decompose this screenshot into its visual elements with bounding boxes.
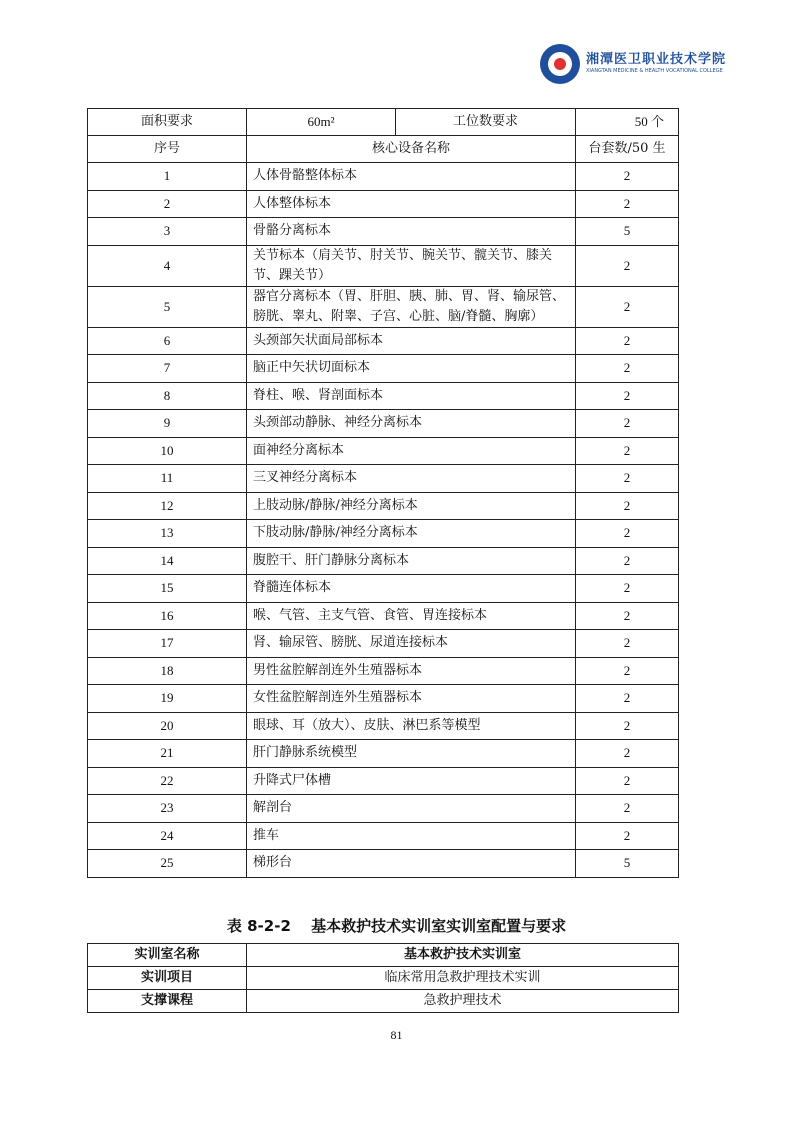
row-number: 7 (88, 355, 247, 383)
equipment-name: 升降式尸体槽 (247, 767, 576, 795)
table-row (88, 355, 679, 383)
table-row (88, 657, 679, 685)
logo-chinese-name: 湘潭医卫职业技术学院 (586, 52, 727, 67)
equipment-quantity: 2 (576, 355, 679, 383)
equipment-quantity: 2 (576, 520, 679, 548)
equipment-name: 三叉神经分离标本 (247, 465, 576, 493)
info-row (88, 990, 679, 1013)
equipment-name: 上肢动脉/静脉/神经分离标本 (247, 492, 576, 520)
equipment-quantity: 2 (576, 630, 679, 658)
equipment-name: 器官分离标本（胃、肝胆、胰、肺、胃、肾、输尿管、膀胱、睾丸、附睾、子宫、心脏、脑/脊髓、胸廓） (247, 286, 576, 327)
row-number: 13 (88, 520, 247, 548)
info-label: 支撑课程 (88, 990, 247, 1013)
lab-info-table (87, 943, 679, 1013)
row-number: 10 (88, 437, 247, 465)
table-row (88, 410, 679, 438)
header-row (88, 136, 679, 163)
table-caption: 表 8-2-2 基本救护技术实训室实训室配置与要求 (226, 917, 567, 935)
equipment-name: 下肢动脉/静脉/神经分离标本 (247, 520, 576, 548)
table-row (88, 382, 679, 410)
equipment-name: 脊髓连体标本 (247, 575, 576, 603)
col-header-name: 核心设备名称 (247, 136, 576, 163)
row-number: 23 (88, 795, 247, 823)
equipment-quantity: 2 (576, 286, 679, 327)
equipment-name: 梯形台 (247, 850, 576, 878)
info-label: 实训室名称 (88, 944, 247, 967)
equipment-name: 解剖台 (247, 795, 576, 823)
row-number: 20 (88, 712, 247, 740)
row-number: 21 (88, 740, 247, 768)
table-row (88, 712, 679, 740)
equipment-name: 腹腔干、肝门静脉分离标本 (247, 547, 576, 575)
row-number: 17 (88, 630, 247, 658)
equipment-name: 推车 (247, 822, 576, 850)
row-number: 4 (88, 245, 247, 286)
col-header-qty: 台套数/50 生 (576, 136, 679, 163)
equipment-quantity: 2 (576, 163, 679, 191)
row-number: 18 (88, 657, 247, 685)
equipment-quantity: 2 (576, 410, 679, 438)
row-number: 16 (88, 602, 247, 630)
equipment-quantity: 2 (576, 437, 679, 465)
equipment-name: 人体整体标本 (247, 190, 576, 218)
equipment-table (87, 108, 679, 878)
equipment-quantity: 2 (576, 602, 679, 630)
area-row (88, 109, 679, 136)
info-label: 实训项目 (88, 967, 247, 990)
row-number: 19 (88, 685, 247, 713)
table-row (88, 602, 679, 630)
info-value: 基本救护技术实训室 (247, 944, 679, 967)
equipment-quantity: 2 (576, 190, 679, 218)
page-number: 81 (390, 1028, 403, 1042)
row-number: 1 (88, 163, 247, 191)
table-row (88, 327, 679, 355)
row-number: 22 (88, 767, 247, 795)
college-logo (540, 44, 727, 88)
row-number: 8 (88, 382, 247, 410)
equipment-name: 面神经分离标本 (247, 437, 576, 465)
equipment-quantity: 2 (576, 795, 679, 823)
row-number: 11 (88, 465, 247, 493)
info-row (88, 967, 679, 990)
row-number: 5 (88, 286, 247, 327)
equipment-name: 头颈部矢状面局部标本 (247, 327, 576, 355)
row-number: 6 (88, 327, 247, 355)
area-value: 60m² (247, 109, 396, 136)
stations-label: 工位数要求 (396, 109, 576, 136)
row-number: 3 (88, 218, 247, 246)
equipment-name: 关节标本（肩关节、肘关节、腕关节、髋关节、膝关节、踝关节） (247, 245, 576, 286)
info-row (88, 944, 679, 967)
equipment-name: 女性盆腔解剖连外生殖器标本 (247, 685, 576, 713)
equipment-name: 人体骨骼整体标本 (247, 163, 576, 191)
table-row (88, 795, 679, 823)
equipment-quantity: 2 (576, 740, 679, 768)
table-row (88, 822, 679, 850)
equipment-quantity: 2 (576, 547, 679, 575)
equipment-quantity: 2 (576, 712, 679, 740)
table-row (88, 767, 679, 795)
row-number: 15 (88, 575, 247, 603)
table-row (88, 520, 679, 548)
table-row (88, 437, 679, 465)
equipment-quantity: 2 (576, 575, 679, 603)
info-value: 急救护理技术 (247, 990, 679, 1013)
table-row (88, 245, 679, 286)
table-row (88, 630, 679, 658)
equipment-quantity: 2 (576, 327, 679, 355)
equipment-quantity: 2 (576, 685, 679, 713)
table-row (88, 547, 679, 575)
row-number: 2 (88, 190, 247, 218)
equipment-quantity: 2 (576, 382, 679, 410)
col-header-no: 序号 (88, 136, 247, 163)
equipment-name: 眼球、耳（放大）、皮肤、淋巴系等模型 (247, 712, 576, 740)
equipment-name: 肾、输尿管、膀胱、尿道连接标本 (247, 630, 576, 658)
table-row (88, 465, 679, 493)
row-number: 25 (88, 850, 247, 878)
equipment-name: 脊柱、喉、肾剖面标本 (247, 382, 576, 410)
table-row (88, 163, 679, 191)
equipment-quantity: 2 (576, 767, 679, 795)
logo-english-name: XIANGTAN MEDICINE & HEALTH VOCATIONAL COLLEGE (586, 68, 723, 74)
equipment-name: 男性盆腔解剖连外生殖器标本 (247, 657, 576, 685)
equipment-name: 骨骼分离标本 (247, 218, 576, 246)
equipment-quantity: 2 (576, 245, 679, 286)
equipment-name: 肝门静脉系统模型 (247, 740, 576, 768)
equipment-quantity: 5 (576, 850, 679, 878)
equipment-name: 头颈部动静脉、神经分离标本 (247, 410, 576, 438)
table-row (88, 740, 679, 768)
row-number: 14 (88, 547, 247, 575)
equipment-name: 喉、气管、主支气管、食管、胃连接标本 (247, 602, 576, 630)
table-row (88, 286, 679, 327)
info-value: 临床常用急救护理技术实训 (247, 967, 679, 990)
equipment-quantity: 2 (576, 465, 679, 493)
row-number: 12 (88, 492, 247, 520)
table-row (88, 492, 679, 520)
stations-value: 50 个 (576, 109, 679, 136)
table-row (88, 685, 679, 713)
table-row (88, 218, 679, 246)
equipment-quantity: 2 (576, 822, 679, 850)
equipment-quantity: 2 (576, 492, 679, 520)
equipment-quantity: 5 (576, 218, 679, 246)
table-row (88, 575, 679, 603)
equipment-name: 脑正中矢状切面标本 (247, 355, 576, 383)
table-row (88, 190, 679, 218)
row-number: 9 (88, 410, 247, 438)
equipment-quantity: 2 (576, 657, 679, 685)
row-number: 24 (88, 822, 247, 850)
table-row (88, 850, 679, 878)
college-emblem-icon (540, 44, 580, 84)
area-label: 面积要求 (88, 109, 247, 136)
